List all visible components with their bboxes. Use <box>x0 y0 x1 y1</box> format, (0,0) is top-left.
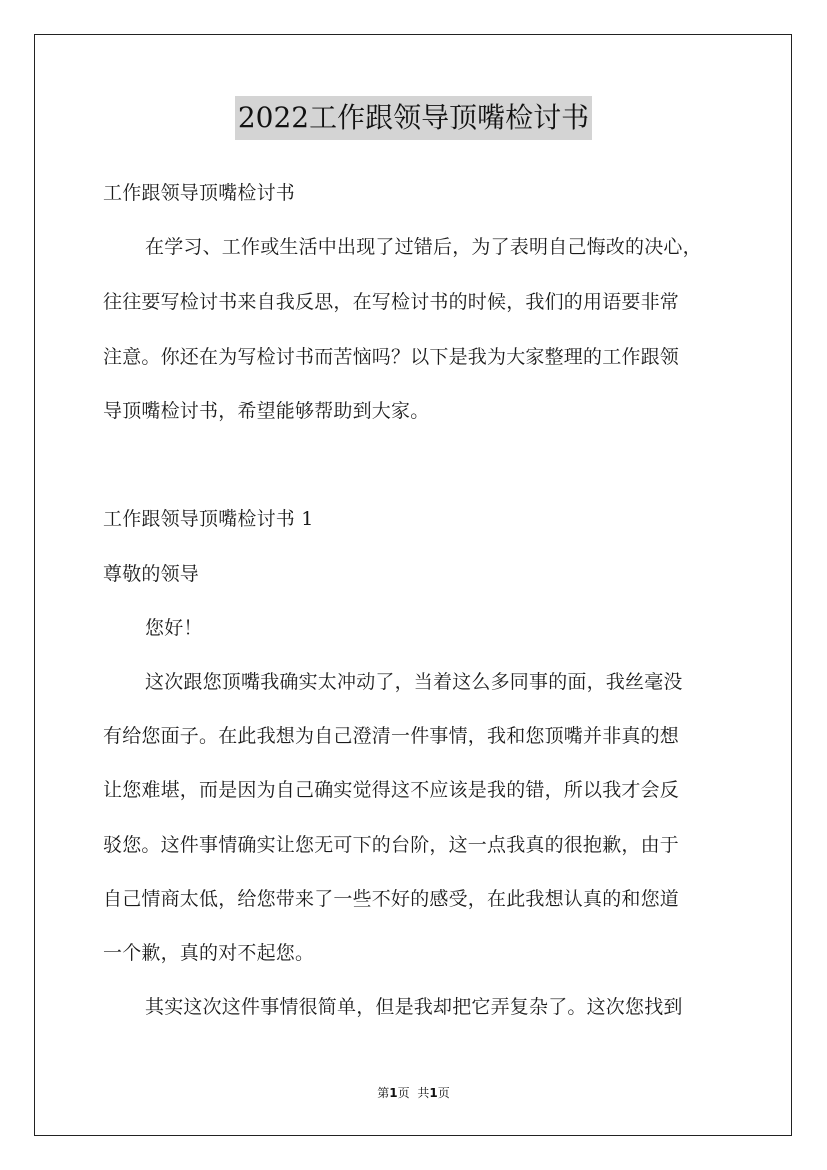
paragraph-line: 这次跟您顶嘴我确实太冲动了，当着这么多同事的面，我丝毫没 <box>145 671 683 693</box>
paragraph-line: 注意。你还在为写检讨书而苦恼吗？以下是我为大家整理的工作跟领 <box>103 346 680 368</box>
page-prefix: 第 <box>377 1086 390 1100</box>
paragraph-line: 自己情商太低，给您带来了一些不好的感受，在此我想认真的和您道 <box>103 888 680 910</box>
total-unit: 页 <box>437 1086 450 1100</box>
paragraph-line: 让您难堪，而是因为自己确实觉得这不应该是我的错，所以我才会反 <box>103 779 680 801</box>
page-number: 1 <box>389 1086 398 1100</box>
page-unit: 页 <box>397 1086 410 1100</box>
salutation: 尊敬的领导 <box>103 563 200 585</box>
subsection-heading: 工作跟领导顶嘴检讨书 1 <box>103 508 314 530</box>
paragraph-line: 其实这次这件事情很简单，但是我却把它弄复杂了。这次您找到 <box>145 996 683 1018</box>
paragraph-line: 有给您面子。在此我想为自己澄清一件事情，我和您顶嘴并非真的想 <box>103 725 680 747</box>
paragraph-line: 驳您。这件事情确实让您无可下的台阶，这一点我真的很抱歉，由于 <box>103 834 680 856</box>
paragraph-line: 往往要写检讨书来自我反思，在写检讨书的时候，我们的用语要非常 <box>103 291 680 313</box>
document-title: 2022工作跟领导顶嘴检讨书 <box>235 96 592 140</box>
title-container <box>0 96 827 140</box>
total-pages: 1 <box>429 1086 438 1100</box>
page-footer <box>0 1084 827 1101</box>
greeting: 您好！ <box>145 617 203 639</box>
paragraph-line: 一个歉，真的对不起您。 <box>103 942 315 964</box>
section-heading: 工作跟领导顶嘴检讨书 <box>103 182 296 204</box>
total-prefix: 共 <box>417 1086 430 1100</box>
paragraph-line: 导顶嘴检讨书，希望能够帮助到大家。 <box>103 400 430 422</box>
paragraph-line: 在学习、工作或生活中出现了过错后，为了表明自己悔改的决心， <box>145 236 702 258</box>
